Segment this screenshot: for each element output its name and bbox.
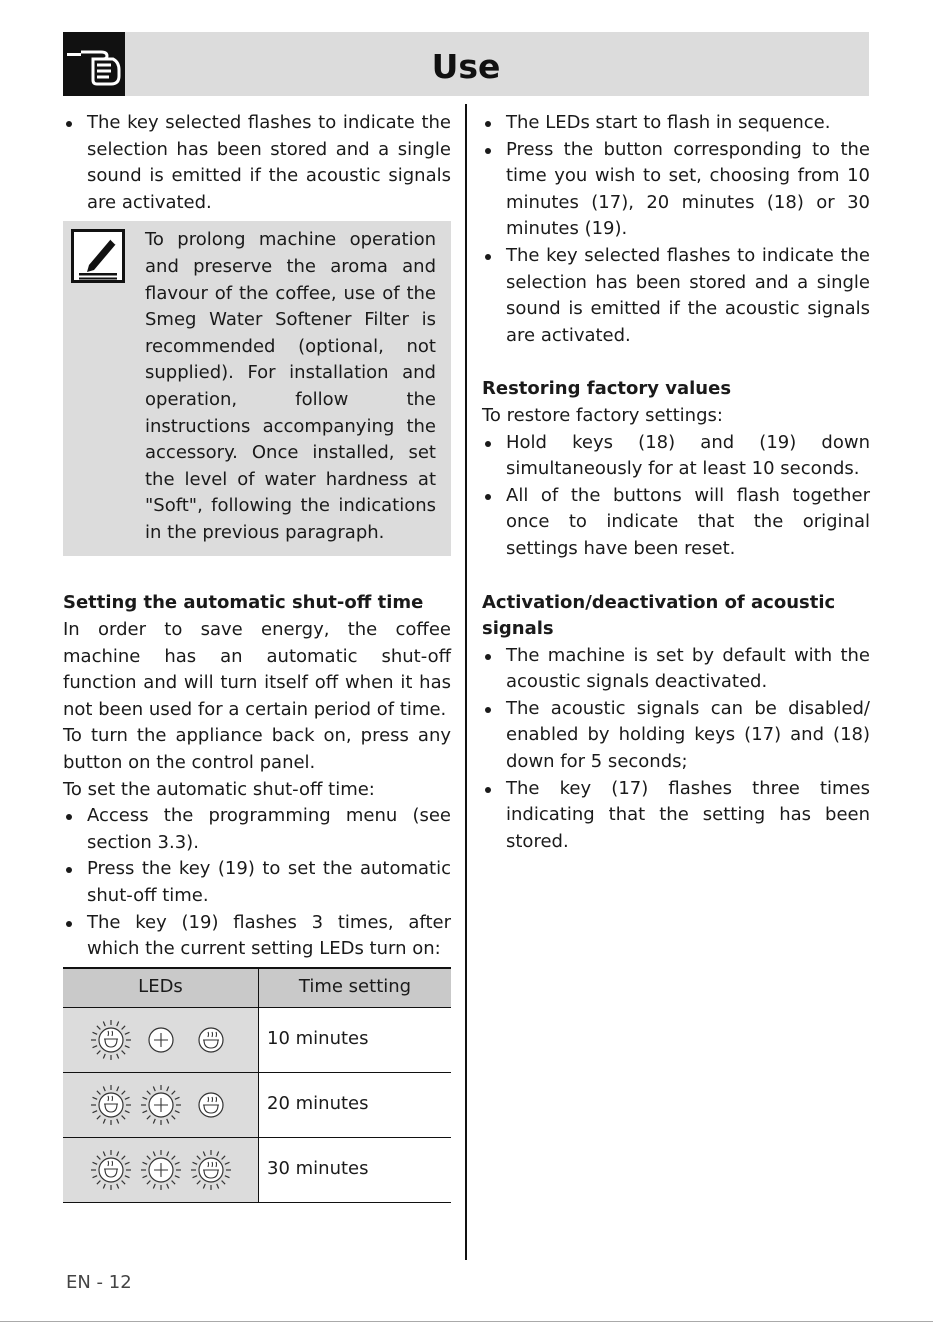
paragraph: To restore factory settings:: [482, 404, 723, 426]
coffee-led-icon: [188, 1147, 234, 1193]
page-bottom-rule: [0, 1321, 933, 1322]
table-row: [63, 1137, 451, 1202]
section-heading: Restoring factory values: [482, 378, 732, 400]
paragraph: In order to save energy, the coffee machine has an automatic shut-off function and will turn itself off when it has not been used for a certain period of time.: [63, 618, 451, 720]
list-item: Access the programming menu (see section 3.3).: [63, 803, 451, 856]
time-cell: 30 minutes: [259, 1137, 452, 1202]
right-column: [482, 110, 870, 855]
column-header-leds: LEDs: [63, 968, 259, 1008]
section-heading: Setting the automatic shut-off time: [63, 592, 424, 614]
list-item: The key (19) flashes 3 times, after which the current setting LEDs turn on:: [63, 910, 451, 963]
list-item: The LEDs start to flash in sequence.: [482, 110, 870, 137]
cup-led-icon: [88, 1017, 134, 1063]
paragraph: To set the automatic shut-off time:: [63, 778, 375, 800]
list-item: The machine is set by default with the acoustic signals deactivated.: [482, 643, 870, 696]
list-item: The key selected flashes to indicate the selection has been stored and a single sound is emitted if the acoustic signals are activated.: [63, 110, 451, 216]
list-item: Press the button corresponding to the time you wish to set, choosing from 10 minutes (17), 20 minutes (18) or 30 minutes (19).: [482, 137, 870, 243]
list-item: The acoustic signals can be disabled/ enabled by holding keys (17) and (18) down for 5 seconds;: [482, 696, 870, 776]
led-settings-table: [63, 967, 451, 1203]
column-divider: [465, 104, 467, 1260]
section-heading: Activation/deactivation of acoustic signals: [482, 591, 836, 640]
coffee-led-icon: [188, 1017, 234, 1063]
left-column: [63, 110, 451, 1203]
paragraph: To turn the appliance back on, press any button on the control panel.: [63, 725, 451, 773]
page-title: Use: [431, 47, 501, 86]
list-item: Press the key (19) to set the automatic shut-off time.: [63, 856, 451, 909]
list-item: The key (17) flashes three times indicating that the setting has been stored.: [482, 776, 870, 856]
list-item: All of the buttons will flash together once to indicate that the original settings have been reset.: [482, 483, 870, 563]
note-box: [63, 221, 451, 556]
led-cell: [63, 1072, 259, 1137]
shutoff-steps-list: [63, 803, 451, 963]
page-number: EN - 12: [66, 1272, 132, 1293]
note-text: To prolong machine operation and preserve the aroma and flavour of the coffee, use of the Smeg Water Softener Filter is recommended (optional, not supplied). For installation and operation, follow the instructions accompanying the accessory. Once installed, set the level of water hardness at "Soft", following the indications in the previous paragraph.: [145, 229, 436, 543]
column-header-time: Time setting: [259, 968, 452, 1008]
cup-led-icon: [88, 1082, 134, 1128]
led-cell: [63, 1007, 259, 1072]
timer-steps-list: [482, 110, 870, 349]
coffee-led-icon: [188, 1082, 234, 1128]
led-cell: [63, 1137, 259, 1202]
table-row: [63, 1007, 451, 1072]
table-row: [63, 1072, 451, 1137]
table-header-row: [63, 968, 451, 1008]
list-item: Hold keys (18) and (19) down simultaneously for at least 10 seconds.: [482, 430, 870, 483]
cup-led-icon: [88, 1147, 134, 1193]
intro-list: [63, 110, 451, 216]
plus-led-icon: [138, 1147, 184, 1193]
acoustic-steps-list: [482, 643, 870, 856]
plus-led-icon: [138, 1082, 184, 1128]
plus-led-icon: [138, 1017, 184, 1063]
time-cell: 20 minutes: [259, 1072, 452, 1137]
list-item: The key selected flashes to indicate the selection has been stored and a single sound is emitted if the acoustic signals are activated.: [482, 243, 870, 349]
factory-steps-list: [482, 430, 870, 563]
pencil-note-icon: [71, 229, 125, 283]
time-cell: 10 minutes: [259, 1007, 452, 1072]
page-header: [63, 32, 869, 96]
